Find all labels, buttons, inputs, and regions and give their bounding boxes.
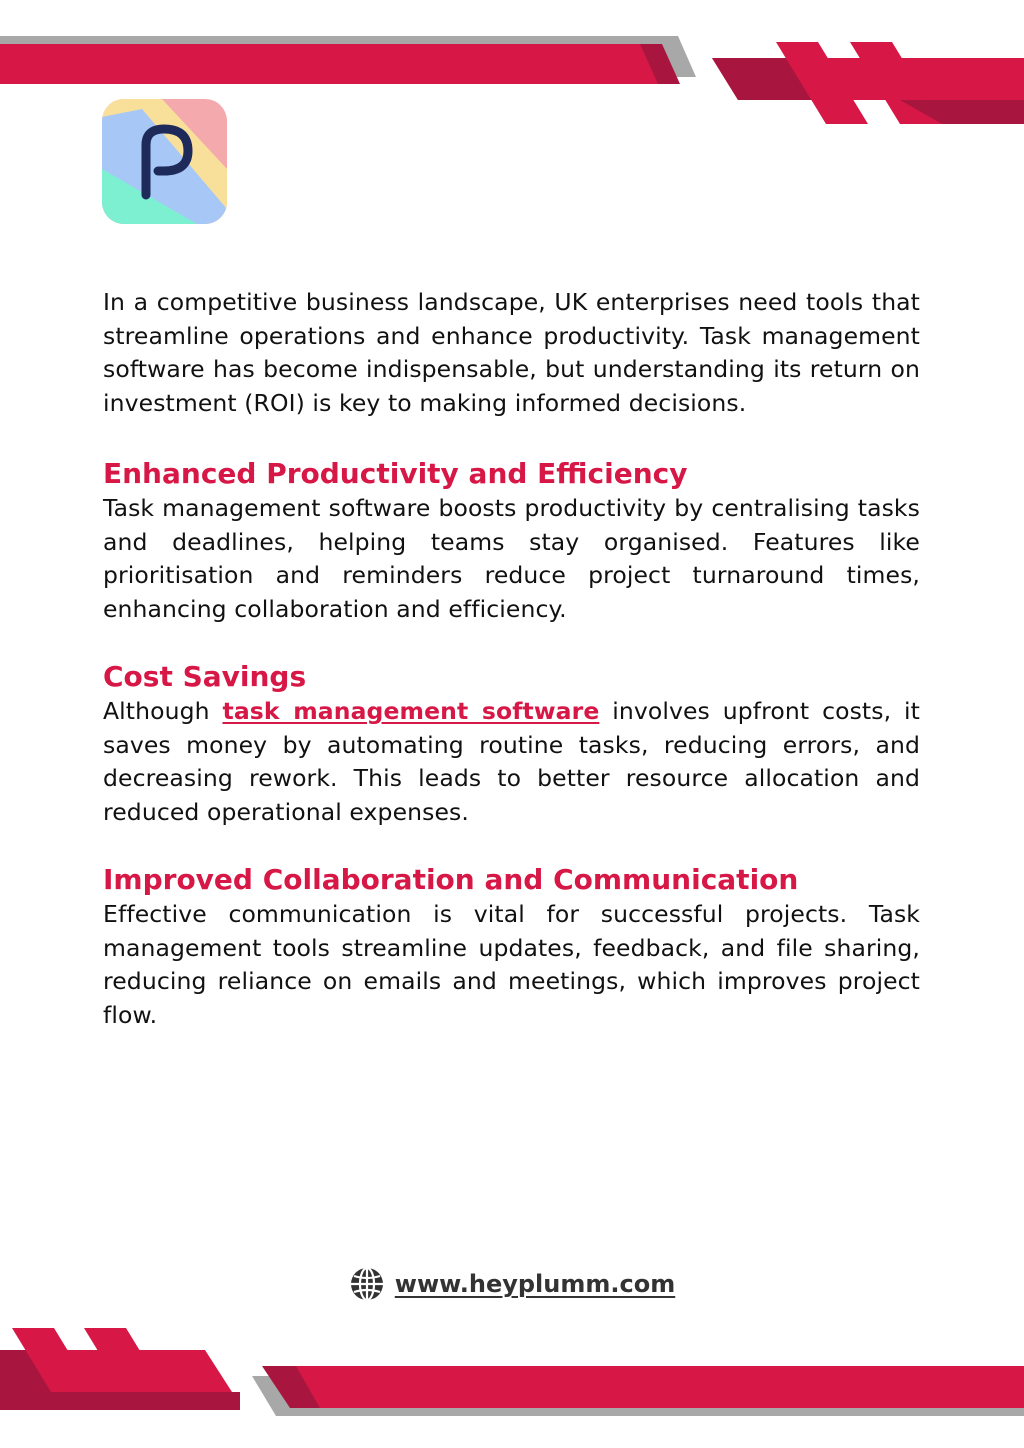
section-body-productivity: Task management software boosts productivity by centralising tasks and deadlines, helping teams stay organised. Features like prioritisation and reminders reduce project turnaround times, enhancing collaboration and efficiency.: [103, 494, 920, 623]
task-management-software-link[interactable]: task management software: [222, 697, 600, 725]
footer-website: [0, 1266, 1024, 1302]
section-heading-collaboration: Improved Collaboration and Communication: [103, 863, 799, 896]
section-body-cost-savings: [103, 695, 920, 829]
globe-icon: [349, 1266, 385, 1302]
section-productivity: [103, 456, 920, 626]
website-link[interactable]: www.heyplumm.com: [394, 1270, 676, 1298]
article-body: [103, 286, 920, 1032]
section-cost-savings: [103, 659, 920, 829]
section-body-collaboration: Effective communication is vital for successful projects. Task management tools streamline updates, feedback, and file sharing, reducing reliance on emails and meetings, which improves project flow.: [103, 900, 920, 1029]
section-heading-cost-savings: Cost Savings: [103, 660, 307, 693]
cost-body-suffix: involves upfront costs, it saves money by automating routine tasks, reducing errors, and decreasing rework. This leads to better resource allocation and reduced operational expenses.: [103, 697, 920, 826]
cost-body-prefix: Although: [103, 697, 223, 725]
section-collaboration: [103, 862, 920, 1032]
intro-paragraph: In a competitive business landscape, UK enterprises need tools that streamline operations and enhance productivity. Task management software has become indispensable, but understanding its return on investment (ROI) is key to making informed decisions.: [103, 288, 920, 417]
heyplumm-logo: [102, 99, 227, 224]
section-heading-productivity: Enhanced Productivity and Efficiency: [103, 457, 688, 490]
